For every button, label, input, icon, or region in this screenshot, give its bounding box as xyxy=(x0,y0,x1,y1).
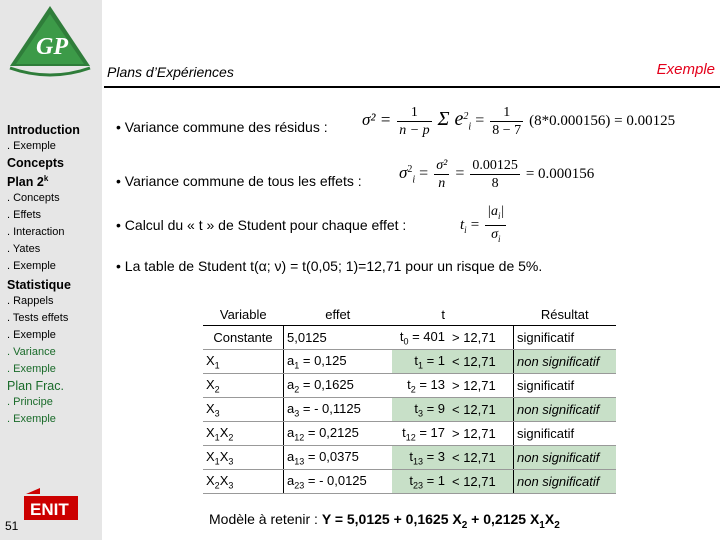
bullet-student-table: • La table de Student t(α; ν) = t(0,05; 1)=12,71 pour un risque de 5%. xyxy=(116,258,543,274)
table-row xyxy=(203,446,616,470)
nav-concepts-exemple[interactable]: . Exemple xyxy=(7,260,56,273)
formula-residual-variance: σ² = $\frac{1}{n - p}$ Σ $e^2_i$ = $\frac{1}{8 - 7}$ (8*0.000156) = 0.00125 xyxy=(362,105,676,138)
cell-effet: $a_2 = 0,1625$ xyxy=(284,374,393,398)
cell-resultat: non significatif xyxy=(514,446,617,470)
formula-student-t: $t_i$ = $\frac{|a_i|}{\sigma_i}$ xyxy=(460,204,505,244)
table-row xyxy=(203,422,616,446)
col-header-t: t xyxy=(392,303,449,326)
nav-concepts-item[interactable]: . Concepts xyxy=(7,192,60,205)
cell-variable: $X_1$ xyxy=(203,350,284,374)
enit-logo xyxy=(22,488,80,522)
nav-variance-exemple[interactable]: . Exemple xyxy=(7,363,56,376)
header-divider xyxy=(104,86,720,88)
cell-effet: $a_{12} = 0,2125$ xyxy=(284,422,393,446)
table-row xyxy=(203,398,616,422)
table-header-row xyxy=(203,303,616,326)
nav-variance[interactable]: . Variance xyxy=(7,346,56,359)
cell-t: $t_1 = 1$ xyxy=(392,350,449,374)
cell-t: $t_{23} = 1$ xyxy=(392,470,449,494)
section-label: Exemple xyxy=(656,61,715,78)
cell-variable: $X_2X_3$ xyxy=(203,470,284,494)
cell-t: $t_{12} = 17$ xyxy=(392,422,449,446)
bullet-student-t: • Calcul du « t » de Student pour chaque effet : xyxy=(116,217,407,233)
nav-effets[interactable]: . Effets xyxy=(7,209,42,222)
page-title: Plans d’Expériences xyxy=(107,64,234,80)
col-header-blank xyxy=(449,303,514,326)
cell-resultat: significatif xyxy=(514,326,617,350)
table-row xyxy=(203,326,616,350)
bullet-residual-variance: • Variance commune des résidus : xyxy=(116,119,328,135)
cell-compare: < 12,71 xyxy=(449,470,514,494)
cell-t: $t_2 = 13$ xyxy=(392,374,449,398)
nav-stat-exemple[interactable]: . Exemple xyxy=(7,329,56,342)
formula-effects-variance: $\sigma^2_i$ = $\frac{\text{σ²}}{n}$ = $\frac{0.00125}{8}$ = 0.000156 xyxy=(399,158,595,191)
svg-text:GP: GP xyxy=(36,34,68,60)
page-number: 51 xyxy=(5,519,19,533)
cell-t: $t_3 = 9$ xyxy=(392,398,449,422)
cell-effet: $a_1 = 0,125$ xyxy=(284,350,393,374)
col-header-variable: Variable xyxy=(203,303,284,326)
cell-variable: Constante xyxy=(203,326,284,350)
cell-resultat: non significatif xyxy=(514,398,617,422)
nav-yates[interactable]: . Yates xyxy=(7,243,41,256)
cell-compare: > 12,71 xyxy=(449,326,514,350)
nav-intro-exemple[interactable]: . Exemple xyxy=(7,140,56,152)
table-row xyxy=(203,350,616,374)
svg-text:ENIT: ENIT xyxy=(30,500,69,519)
col-header-effet: effet xyxy=(284,303,393,326)
cell-compare: < 12,71 xyxy=(449,350,514,374)
model-conclusion: Modèle à retenir : Y = 5,0125 + 0,1625 $X_2 + 0,2125$ $X_1X_2$ xyxy=(209,511,560,531)
table-row xyxy=(203,374,616,398)
nav-statistique[interactable]: Statistique xyxy=(7,278,71,293)
col-header-resultat: Résultat xyxy=(514,303,617,326)
nav-principe[interactable]: . Principe xyxy=(7,396,53,409)
cell-variable: $X_2$ xyxy=(203,374,284,398)
nav-plan-2k[interactable]: Plan 2$^k$ xyxy=(7,174,49,190)
cell-effet: $a_{23}$ = - 0,0125 xyxy=(284,470,393,494)
cell-effet: 5,0125 xyxy=(284,326,393,350)
cell-variable: $X_1X_3$ xyxy=(203,446,284,470)
cell-resultat: non significatif xyxy=(514,470,617,494)
cell-resultat: non significatif xyxy=(514,350,617,374)
cell-compare: < 12,71 xyxy=(449,398,514,422)
cell-resultat: significatif xyxy=(514,374,617,398)
nav-introduction[interactable]: Introduction xyxy=(7,123,80,137)
cell-effet: $a_{13} = 0,0375$ xyxy=(284,446,393,470)
side-nav xyxy=(7,120,99,428)
cell-effet: $a_3$ = - 0,1125 xyxy=(284,398,393,422)
cell-compare: > 12,71 xyxy=(449,374,514,398)
cell-compare: < 12,71 xyxy=(449,446,514,470)
nav-interaction[interactable]: . Interaction xyxy=(7,226,65,239)
sidebar xyxy=(0,0,102,540)
nav-frac-exemple[interactable]: . Exemple xyxy=(7,413,56,426)
cell-t: $t_{13} = 3$ xyxy=(392,446,449,470)
nav-plan-frac[interactable]: Plan Frac. xyxy=(7,379,64,394)
cell-compare: > 12,71 xyxy=(449,422,514,446)
results-table xyxy=(203,303,616,494)
nav-rappels[interactable]: . Rappels xyxy=(7,295,54,308)
nav-tests-effets[interactable]: . Tests effets xyxy=(7,312,69,325)
cell-variable: $X_3$ xyxy=(203,398,284,422)
gp-logo xyxy=(2,2,98,82)
cell-t: $t_0 = 401$ xyxy=(392,326,449,350)
cell-resultat: significatif xyxy=(514,422,617,446)
cell-variable: $X_1X_2$ xyxy=(203,422,284,446)
nav-concepts[interactable]: Concepts xyxy=(7,156,64,170)
table-row xyxy=(203,470,616,494)
bullet-effects-variance: • Variance commune de tous les effets : xyxy=(116,173,362,189)
